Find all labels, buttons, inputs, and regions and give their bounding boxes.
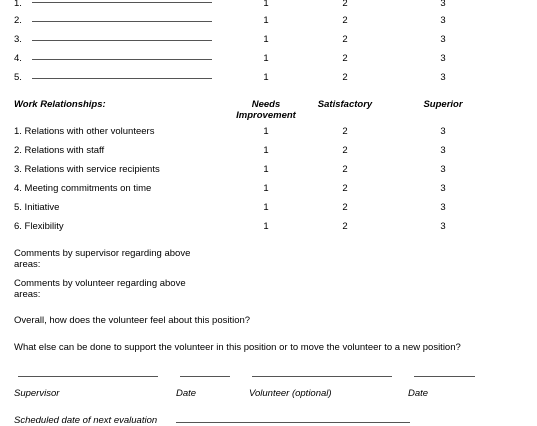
support-question: What else can be done to support the volunteer in this position or to move the volunteer to a new position? <box>14 342 461 353</box>
rating-satisfactory[interactable]: 2 <box>342 34 348 45</box>
rating-superior[interactable]: 3 <box>440 221 446 232</box>
date-line[interactable] <box>180 376 230 377</box>
column-header-needs-improvement <box>226 99 306 121</box>
rating-needs-improvement[interactable]: 1 <box>263 164 269 175</box>
criterion-label: 2. Relations with staff <box>14 145 105 156</box>
rating-needs-improvement[interactable]: 1 <box>263 183 269 194</box>
supervisor-label: Supervisor <box>14 388 60 399</box>
fill-in-line[interactable] <box>32 2 212 3</box>
volunteer-signature-line[interactable] <box>252 376 392 377</box>
rating-superior[interactable]: 3 <box>440 202 446 213</box>
rating-superior[interactable]: 3 <box>440 126 446 137</box>
row-number: 3. <box>14 34 22 45</box>
rating-superior[interactable]: 3 <box>440 72 446 83</box>
column-header-superior: Superior <box>423 99 463 110</box>
supervisor-signature-line[interactable] <box>18 376 158 377</box>
criterion-label: 6. Flexibility <box>14 221 64 232</box>
header-line: Needs <box>251 99 281 110</box>
rating-superior[interactable]: 3 <box>440 15 446 26</box>
criterion-label: 1. Relations with other volunteers <box>14 126 155 137</box>
rating-superior[interactable]: 3 <box>440 0 446 9</box>
rating-needs-improvement[interactable]: 1 <box>263 72 269 83</box>
rating-superior[interactable]: 3 <box>440 164 446 175</box>
rating-satisfactory[interactable]: 2 <box>342 15 348 26</box>
supervisor-comments-label <box>14 248 190 270</box>
criterion-label: 5. Initiative <box>14 202 60 213</box>
rating-needs-improvement[interactable]: 1 <box>263 34 269 45</box>
column-header-satisfactory: Satisfactory <box>317 99 373 110</box>
label-line: areas: <box>14 289 41 300</box>
rating-needs-improvement[interactable]: 1 <box>263 221 269 232</box>
rating-needs-improvement[interactable]: 1 <box>263 53 269 64</box>
fill-in-line[interactable] <box>32 40 212 41</box>
fill-in-line[interactable] <box>32 78 212 79</box>
row-number: 5. <box>14 72 22 83</box>
rating-satisfactory[interactable]: 2 <box>342 72 348 83</box>
date-label: Date <box>176 388 197 399</box>
rating-needs-improvement[interactable]: 1 <box>263 145 269 156</box>
next-evaluation-label: Scheduled date of next evaluation <box>14 415 158 426</box>
volunteer-label: Volunteer (optional) <box>249 388 332 399</box>
label-line: Comments by volunteer regarding above <box>14 278 186 289</box>
rating-satisfactory[interactable]: 2 <box>342 126 348 137</box>
rating-superior[interactable]: 3 <box>440 53 446 64</box>
rating-superior[interactable]: 3 <box>440 34 446 45</box>
criterion-label: 4. Meeting commitments on time <box>14 183 152 194</box>
overall-question: Overall, how does the volunteer feel about this position? <box>14 315 251 326</box>
rating-satisfactory[interactable]: 2 <box>342 221 348 232</box>
rating-satisfactory[interactable]: 2 <box>342 183 348 194</box>
rating-satisfactory[interactable]: 2 <box>342 164 348 175</box>
label-line: Comments by supervisor regarding above <box>14 248 191 259</box>
rating-needs-improvement[interactable]: 1 <box>263 202 269 213</box>
rating-satisfactory[interactable]: 2 <box>342 0 348 9</box>
rating-superior[interactable]: 3 <box>440 145 446 156</box>
row-number: 2. <box>14 15 22 26</box>
row-number: 1. <box>14 0 22 9</box>
section-title: Work Relationships: <box>14 99 106 110</box>
next-evaluation-line[interactable] <box>176 422 410 423</box>
fill-in-line[interactable] <box>32 59 212 60</box>
date-line[interactable] <box>414 376 475 377</box>
header-line: Improvement <box>236 110 296 121</box>
rating-satisfactory[interactable]: 2 <box>342 202 348 213</box>
rating-needs-improvement[interactable]: 1 <box>263 0 269 9</box>
rating-needs-improvement[interactable]: 1 <box>263 126 269 137</box>
rating-satisfactory[interactable]: 2 <box>342 145 348 156</box>
rating-satisfactory[interactable]: 2 <box>342 53 348 64</box>
fill-in-line[interactable] <box>32 21 212 22</box>
rating-superior[interactable]: 3 <box>440 183 446 194</box>
date-label: Date <box>408 388 429 399</box>
rating-needs-improvement[interactable]: 1 <box>263 15 269 26</box>
volunteer-comments-label <box>14 278 186 300</box>
criterion-label: 3. Relations with service recipients <box>14 164 160 175</box>
label-line: areas: <box>14 259 41 270</box>
row-number: 4. <box>14 53 22 64</box>
